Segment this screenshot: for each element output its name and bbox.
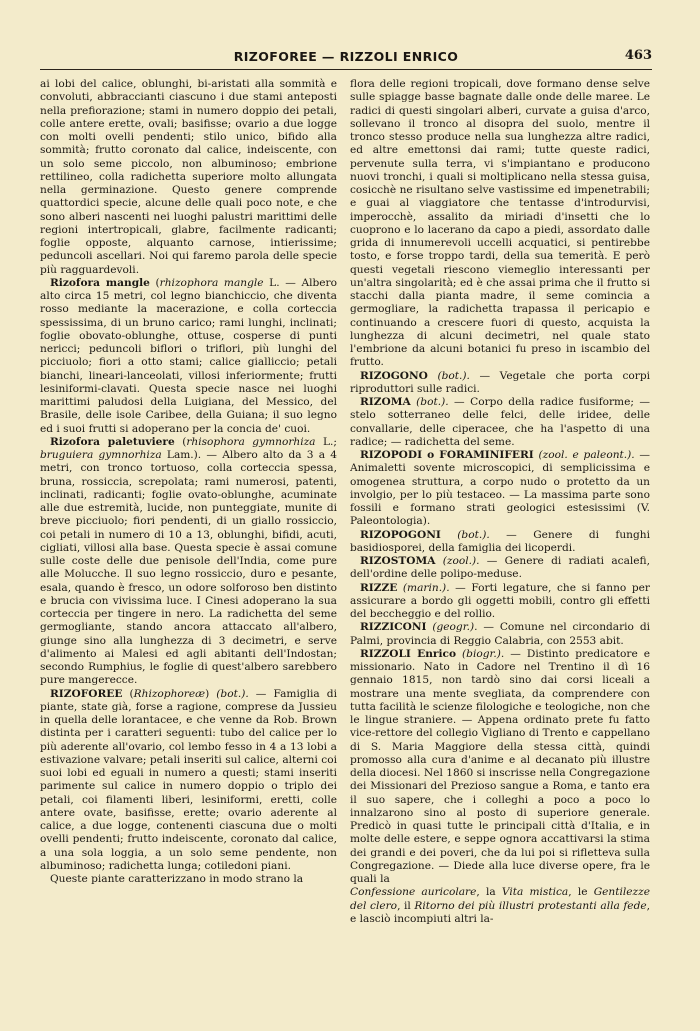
work-title: Vita mistica — [501, 886, 569, 899]
entry-label: rhizophora mangle — [159, 276, 264, 289]
entry-punct: ) — [205, 687, 217, 700]
entry-punct: L. — [263, 276, 280, 289]
entry-punct: Lam.). — [161, 449, 202, 461]
entry-label: (bot.). — [216, 687, 249, 700]
dictionary-entry — [40, 873, 337, 886]
entry-text: , il — [397, 899, 415, 912]
entry-label: Rhizophoreæ — [133, 687, 206, 700]
entry-text: — Forti legature, che si fanno per assicurare a bordo gli oggetti mobili, contro gli effetti del beccheggio e del rollio. — [350, 581, 650, 620]
entry-text: — Animaletti sovente microscopici, di semplicissima e omogenea struttura, a corpo nudo o protetto da un involgio, per lo più testaceo. — La massima parte sono fossili e formano strati geologici estesissimi (V. Paleontologia). — [350, 449, 650, 528]
dictionary-entry — [350, 449, 650, 529]
entry-label: (bot.). — [416, 396, 449, 408]
entry-punct: ( — [149, 276, 160, 289]
entry-text: , e lasciò incompiuti altri la- — [350, 899, 650, 925]
entry-headword: RIZZE — [360, 581, 398, 594]
entry-label: (marin.). — [402, 581, 450, 594]
page-number: 463 — [624, 48, 652, 63]
work-title: Ritorno dei più illustri protestanti alla fede — [414, 899, 647, 912]
entry-punct — [435, 555, 442, 567]
entry-headword: RIZOFOREE — [50, 687, 123, 700]
entry-headword: Rizofora paletuviere — [50, 435, 175, 448]
entry-label: rhisophora gymnorhiza — [186, 435, 316, 448]
entry-text: — Comune nel circondario di Palmi, provincia di Reggio Calabria, con 2553 abit. — [350, 621, 650, 647]
right-column — [350, 78, 650, 998]
entry-text: — Famiglia di piante, state già, forse a ragione, comprese da Jussieu in quella delle lorantacee, e che venne da Rob. Brown distinta per i caratteri seguenti: tubo del calice per lo più aderente all'ovario, col lembo fesso in 4 a 13 lobi a estivazione valvare; petali inseriti sul calice, alterni coi suoi lobi ed eguali in numero a questi; stami inseriti parimente sul calice in numero doppio o triplo dei petali, coi filamenti liberi, lesiniformi, eretti, colle antere ovate, basifisse, erette; ovario aderente al calice, a due logge, contenenti ciascuna due o molti ovelli pendenti; frutto indeiscente, coronato dal calice, a una sola loggia, a un solo seme pendente, non albuminoso; radichetta lunga; cotiledoni piani. — [40, 687, 337, 872]
entry-headword: RIZOGONO — [360, 369, 428, 382]
entry-punct: L.; — [315, 435, 337, 448]
entry-punct — [428, 370, 438, 382]
entry-label: (bot.). — [457, 528, 490, 541]
dictionary-entry — [40, 688, 337, 874]
entry-label: (biogr.). — [462, 647, 505, 660]
entry-label: (zool.). — [442, 555, 480, 567]
page-header — [40, 47, 652, 70]
continued-paragraph — [350, 886, 650, 926]
entry-label: bruguiera gymnorhiza — [40, 449, 162, 461]
entry-headword: RIZZOLI Enrico — [360, 647, 457, 660]
dictionary-entry — [350, 529, 650, 556]
entry-text: , la — [476, 886, 502, 899]
entry-text: — Albero alto da 3 a 4 metri, con tronco tortuoso, colla corteccia spessa, bruna, rossiccia, screpolata; rami numerosi, patenti, inclinati, radicanti; foglie ovato-oblunghe, acuminate alle due estremità, lucide, non punteggiate, munite di breve picciuolo; fiori pendenti, di un giallo rossiccio, coi petali in numero di 10 a 13, oblunghi, bifidi, acuti, cigliati, villosi alla base. Questa specie è assai comune sulle coste delle due penisole dell'India, come pure alle Molucche. Il suo legno rossiccio, duro e pesante, esala, quando è fresco, un odore solforoso ben distinto e brucia con vivissima luce. I Cinesi adoperano la sua corteccia per tingere in nero. La radichetta del seme germogliante, stando ancora attaccato all'albero, giunge sino alla lunghezza di 3 decimetri, e serve d'alimento ai Malesi ed agli abitanti dell'Indostan; secondo Rumphius, le foglie di quest'albero sarebbero pure mangerecce. — [40, 449, 337, 687]
entry-text: Queste piante caratterizzano in modo strano la — [50, 873, 304, 885]
entry-text: — Distinto predicatore e missionario. Nato in Cadore nel Trentino il dì 16 gennaio 1815, non tardò sino dai corsi liceali a mostrare una mente svegliata, da comprendere con tutta facilità le scienze filologiche e teologiche, non che le lingue straniere. — Appena ordinato prete fu fatto vice-rettore del collegio Vigliano di Trento e cappellano di S. Maria Maggiore della stessa città, quindi promosso alla cura d'anime e al decanato più illustre della diocesi. Nel 1860 si inscrisse nella Congregazione dei Missionari del Prezioso sangue a Roma, e tanto era il suo sapere, che i colleghi a poco a poco lo innalzarono sino al posto di superiore generale. Predicò in quasi tutte le principali città d'Italia, e in molte delle estere, e seppe ognora accattivarsi la stima dei grandi e dei poveri, che da lui poi si rifletteva sulla Congregazione. — Diede alla luce diverse opere, fra le quali la — [350, 647, 650, 885]
entry-label: (zool. e paleont.). — [538, 449, 635, 461]
dictionary-entry — [350, 582, 650, 622]
entry-punct — [441, 529, 457, 541]
entry-text: — Albero alto circa 15 metri, col legno bianchiccio, che diventa rosso mediante la macerazione, e colla corteccia spessissima, di un bruno carico; rami lunghi, inclinati; foglie obovato-oblunghe, ottuse, cosperse di punti nericci; peduncoli biflori o triflori, più lunghi del picciuolo; fiori a otto stami; calice gialliccio; petali bianchi, lineari-lanceolati, villosi inferiormente; frutti lesiniformi-clavati. Questa specie nasce nei luoghi marittimi paludosi della Luigiana, del Messico, del Brasile, delle isole Caribee, della Guiana; il suo legno ed i suoi frutti si adoperano per la concia de' cuoi. — [40, 276, 337, 435]
entry-headword: RIZOPODI o FORAMINIFERI — [360, 449, 534, 461]
entry-text: — Genere di funghi basidiosporei, della famiglia dei licoperdi. — [350, 528, 650, 554]
running-head: RIZOFOREE — RIZZOLI ENRICO — [233, 49, 459, 64]
dictionary-entry — [40, 277, 337, 436]
entry-label: (bot.). — [437, 369, 470, 382]
left-column — [40, 78, 337, 998]
entry-text: — Vegetale che porta corpi riproduttori sulle radici. — [350, 369, 650, 395]
entry-headword: RIZOSTOMA — [360, 555, 436, 567]
entry-text: flora delle regioni tropicali, dove formano dense selve sulle spiagge basse bagnate dalle onde delle maree. Le radici di questi singolari alberi, curvate a guisa d'arco, sollevano il tronco al disopra del suolo, mentre il tronco stesso produce nella sua lunghezza altre radici, ed altre emettonsi dai rami; tutte queste radici, pervenute sulla terra, vi s'impiantano e producono nuovi tronchi, i quali si moltiplicano nella stessa guisa, cosicchè ne risultano selve vastissime ed impenetrabili; e guai al viaggiatore che tentasse d'introdurvisi, imperocchè, assalito da miriadi d'insetti che lo cuoprono e lo lacerano da capo a piedi, assordato dalle grida di innumerevoli uccelli acquatici, si pentirebbe tosto, e forse troppo tardi, della sua temerità. E però questi vegetali riescono viemeglio interessanti per un'altra singolarità; ed è che assai prima che il frutto si stacchi dalla pianta madre, il seme comincia a germogliare, la radichetta trapassa il pericapio e continuando a crescere fuori di questo, acquista la lunghezza di alcuni decimetri, nel quale stato l'embrione da alcuni botanici fu preso in iscambio del frutto. — [350, 78, 650, 369]
entry-punct: ( — [122, 687, 134, 700]
entry-headword: RIZZICONI — [360, 621, 427, 634]
entry-headword: RIZOPOGONI — [360, 528, 441, 541]
entry-text: — Corpo della radice fusiforme; — stelo sotterraneo delle felci, delle iridee, delle convallarie, delle ciperacee, che ha l'aspetto di una radice; — radichetta del seme. — [350, 396, 650, 448]
dictionary-entry — [350, 621, 650, 648]
entry-text: — Genere di radiati acalefi, dell'ordine delle polipo-meduse. — [350, 555, 650, 581]
entry-text: ai lobi del calice, oblunghi, bi-aristati alla sommità e convoluti, abbraccianti ciascuno i due stami anteposti nella prefiorazione; stami in numero doppio dei petali, colle antere erette, ovali; basifisse; ovario a due logge con molti ovelli pendenti; stilo unico, bifido alla sommità; frutto coronato dal calice, indeiscente, con un solo seme piccolo, non albuminoso; embrione rettilineo, colla radichetta superiore molto allungata nella germinazione. Questo genere comprende quattordici specie, alcune delle quali poco note, e che sono alberi nascenti nei luoghi palustri marittimi delle regioni intertropicali, glabre, facilmente radicanti; foglie opposte, alquanto carnose, intierissime; peduncoli ascellari. Noi qui faremo parola delle specie più ragguardevoli. — [40, 78, 337, 276]
entry-punct: ( — [174, 435, 187, 448]
dictionary-entry — [40, 436, 337, 688]
dictionary-entry — [350, 555, 650, 582]
work-title: Gentilezze del clero — [350, 886, 650, 912]
dictionary-entry — [350, 648, 650, 887]
dictionary-entry — [350, 396, 650, 449]
continued-paragraph — [40, 78, 337, 277]
work-title: Confessione auricolare — [350, 886, 477, 899]
continued-paragraph — [350, 78, 650, 370]
entry-label: (geogr.). — [432, 621, 478, 634]
dictionary-entry — [350, 370, 650, 397]
entry-text: , le — [568, 886, 594, 899]
entry-headword: RIZOMA — [360, 396, 411, 408]
entry-headword: Rizofora mangle — [50, 276, 150, 289]
